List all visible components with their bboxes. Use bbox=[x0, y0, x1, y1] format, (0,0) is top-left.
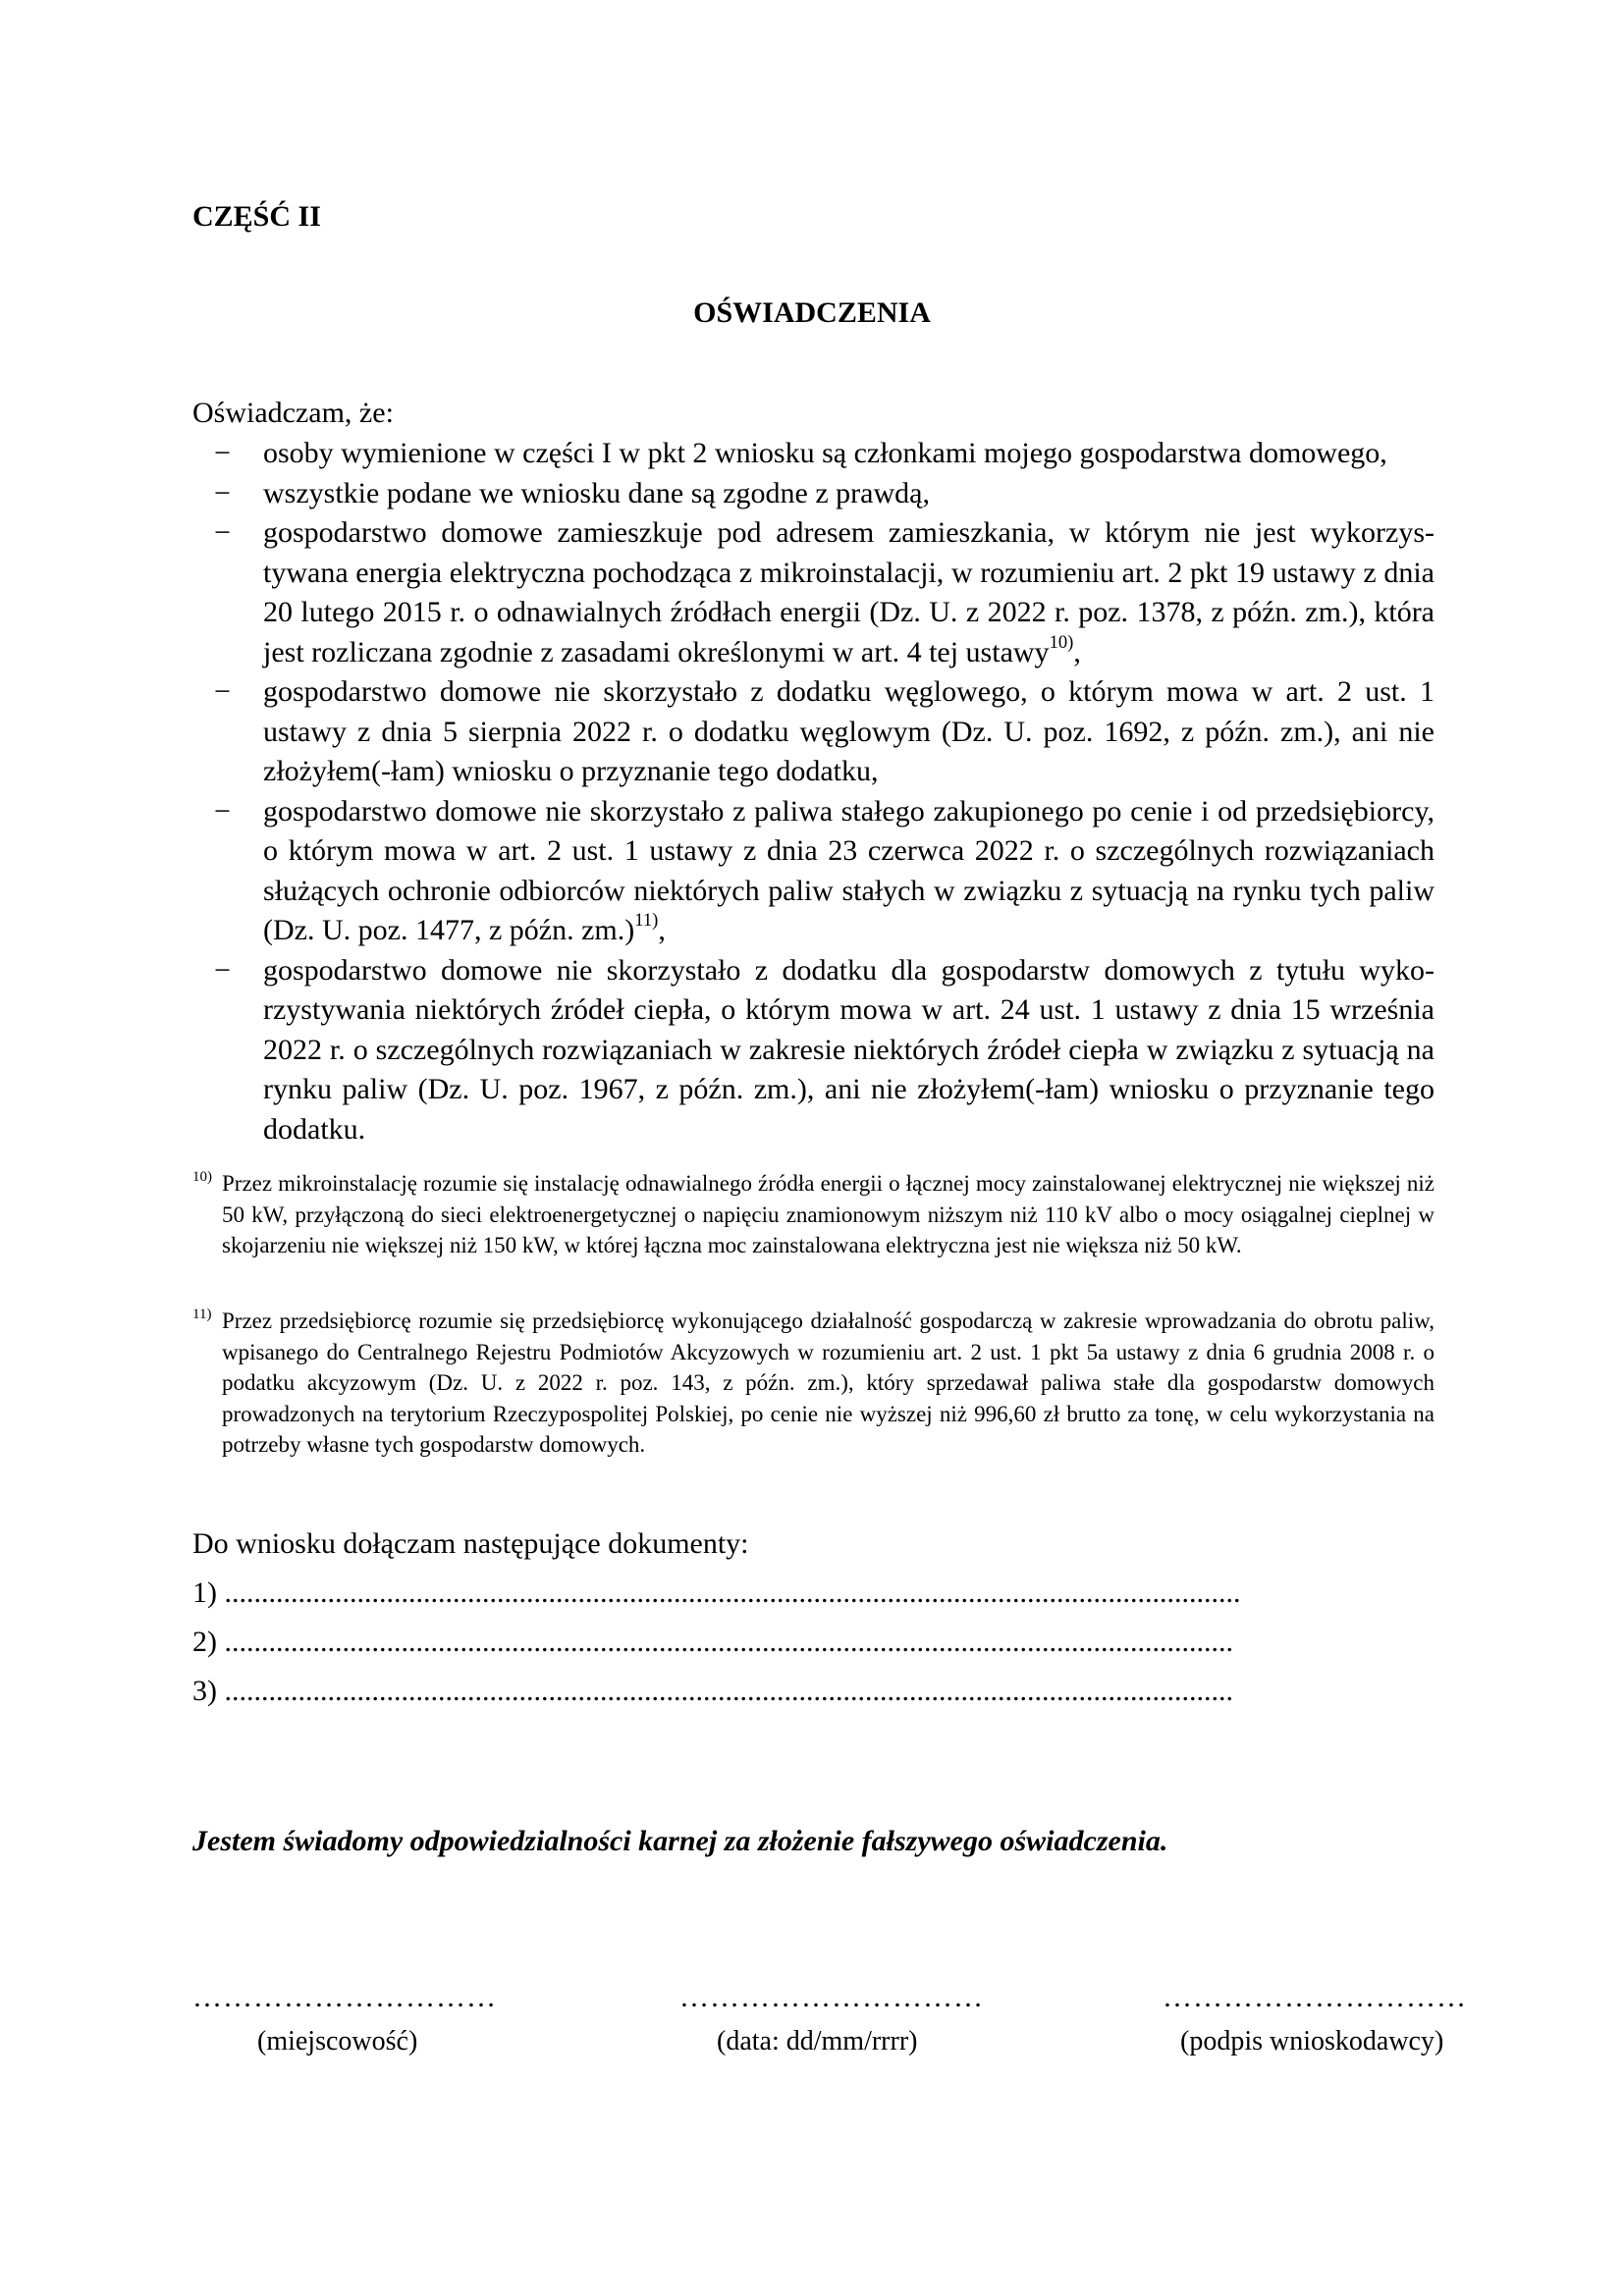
place-label: (miejscowość) bbox=[257, 2026, 418, 2056]
declaration-text: gospodarstwo domowe nie skorzystało z paliwa stałego zakupionego po cenie i od przedsiębiorcy, o którym mowa w art. 2 ust. 1 ustawy z dnia 23 czerwca 2022 r. o szczególnych rozwiązaniach służących ochronie odbiorców niektórych paliw stałych w związku z sytuacją na rynku tych paliw (Dz. U. poz. 1477, z późn. zm.) bbox=[263, 794, 1435, 946]
dash-bullet-icon: − bbox=[214, 476, 231, 509]
place-field[interactable]: ………………………… bbox=[192, 1981, 497, 2013]
declaration-tail: , bbox=[1073, 635, 1081, 668]
page-title: OŚWIADCZENIA bbox=[693, 296, 931, 329]
declaration-item bbox=[192, 474, 1435, 514]
dash-bullet-icon: − bbox=[214, 437, 231, 469]
attachment-line[interactable]: 2) ......................................................................................................................................... bbox=[192, 1626, 1233, 1658]
footnote-11 bbox=[192, 1306, 1435, 1461]
date-field[interactable]: ………………………… bbox=[679, 1981, 984, 2013]
dash-bullet-icon: − bbox=[214, 794, 231, 828]
intro-text: Oświadczam, że: bbox=[192, 397, 394, 429]
footnote-text: Przez mikroinstalację rozumie się instalację odnawialnego źródła energii o łącznej mocy zainstalowanej elektrycznej nie większej niż 50 kW, przyłączoną do sieci elektroenergetycznej o napięciu znamionowym niższym niż 110 kV albo o mocy osiągalnej cieplnej w skojarzeniu nie większej niż 150 kW, w której łączna moc zainstalowana elektryczna jest nie większa niż 50 kW. bbox=[222, 1171, 1435, 1257]
declaration-text: gospodarstwo domowe nie skorzystało z dodatku dla gospodarstw domowych z tytułu wykorzystywania niektórych źródeł ciepła, o którym mowa w art. 24 ust. 1 ustawy z dnia 15 września 2022 r. o szczególnych rozwiązaniach w zakresie niektórych źródeł ciepła w związku z sytuacją na rynku paliw (Dz. U. poz. 1967, z późn. zm.), ani nie złożyłem(-łam) wniosku o przyznanie tego dodatku. bbox=[263, 953, 1435, 1146]
footnote-ref: 10) bbox=[1049, 631, 1074, 653]
dash-bullet-icon: − bbox=[214, 675, 231, 708]
declaration-item bbox=[192, 513, 1435, 672]
signature-label: (podpis wnioskodawcy) bbox=[1180, 2026, 1444, 2056]
attachment-line[interactable]: 1) .......................................................................................................................................... bbox=[192, 1576, 1241, 1609]
declaration-item bbox=[192, 792, 1435, 951]
declaration-item bbox=[192, 672, 1435, 792]
part-heading: CZĘŚĆ II bbox=[192, 200, 321, 233]
dash-bullet-icon: − bbox=[214, 516, 231, 549]
awareness-statement: Jestem świadomy odpowiedzialności karnej za złożenie fałszywego oświadczenia. bbox=[192, 1825, 1168, 1857]
footnote-ref: 11) bbox=[634, 910, 659, 932]
attachment-line[interactable]: 3) ......................................................................................................................................... bbox=[192, 1675, 1233, 1707]
footnote-text: Przez przedsiębiorcę rozumie się przedsiębiorcę wykonującego działalność gospodarczą w zakresie wprowadzania do obrotu paliw, wpisanego do Centralnego Rejestru Podmiotów Akcyzowych w rozumieniu art. 2 ust. 1 pkt 5a ustawy z dnia 6 grudnia 2008 r. o podatku akcyzowym (Dz. U. z 2022 r. poz. 143, z późn. zm.), który sprzedawał paliwa stałe dla gospodarstw domowych prowadzonych na terytorium Rzeczypospolitej Polskiej, po cenie nie wyższej niż 996,60 zł brutto za tonę, w celu wykorzystania na potrzeby własne tych gospodarstw domowych. bbox=[222, 1308, 1435, 1457]
dash-bullet-icon: − bbox=[214, 953, 231, 987]
declaration-text: wszystkie podane we wniosku dane są zgodne z prawdą, bbox=[263, 476, 930, 509]
footnote-mark: 10) bbox=[192, 1169, 212, 1185]
declarations-list bbox=[192, 434, 1435, 1149]
declaration-text: gospodarstwo domowe nie skorzystało z dodatku węglowego, o którym mowa w art. 2 ust. 1 ustawy z dnia 5 sierpnia 2022 r. o dodatku węglowym (Dz. U. poz. 1692, z późn. zm.), ani nie złożyłem(-łam) wniosku o przyznanie tego dodatku, bbox=[263, 675, 1435, 787]
declaration-tail: , bbox=[658, 914, 666, 946]
attachments-heading: Do wniosku dołączam następujące dokumenty: bbox=[192, 1527, 749, 1560]
declaration-text: osoby wymienione w części I w pkt 2 wniosku są członkami mojego gospodarstwa domowego, bbox=[263, 437, 1387, 469]
declaration-item bbox=[192, 951, 1435, 1150]
footnote-10 bbox=[192, 1168, 1435, 1261]
declaration-item bbox=[192, 434, 1435, 474]
signature-field[interactable]: ………………………… bbox=[1163, 1981, 1467, 2013]
footnote-mark: 11) bbox=[192, 1307, 212, 1322]
declaration-text: gospodarstwo domowe zamieszkuje pod adresem zamieszkania, w którym nie jest wykorzystywana energia elektryczna pochodząca z mikroinstalacji, w rozumieniu art. 2 pkt 19 ustawy z dnia 20 lutego 2015 r. o odnawialnych źródłach energii (Dz. U. z 2022 r. poz. 1378, z późn. zm.), która jest rozliczana zgodnie z zasadami określonymi w art. 4 tej ustawy bbox=[263, 516, 1435, 668]
date-label: (data: dd/mm/rrrr) bbox=[717, 2026, 918, 2056]
